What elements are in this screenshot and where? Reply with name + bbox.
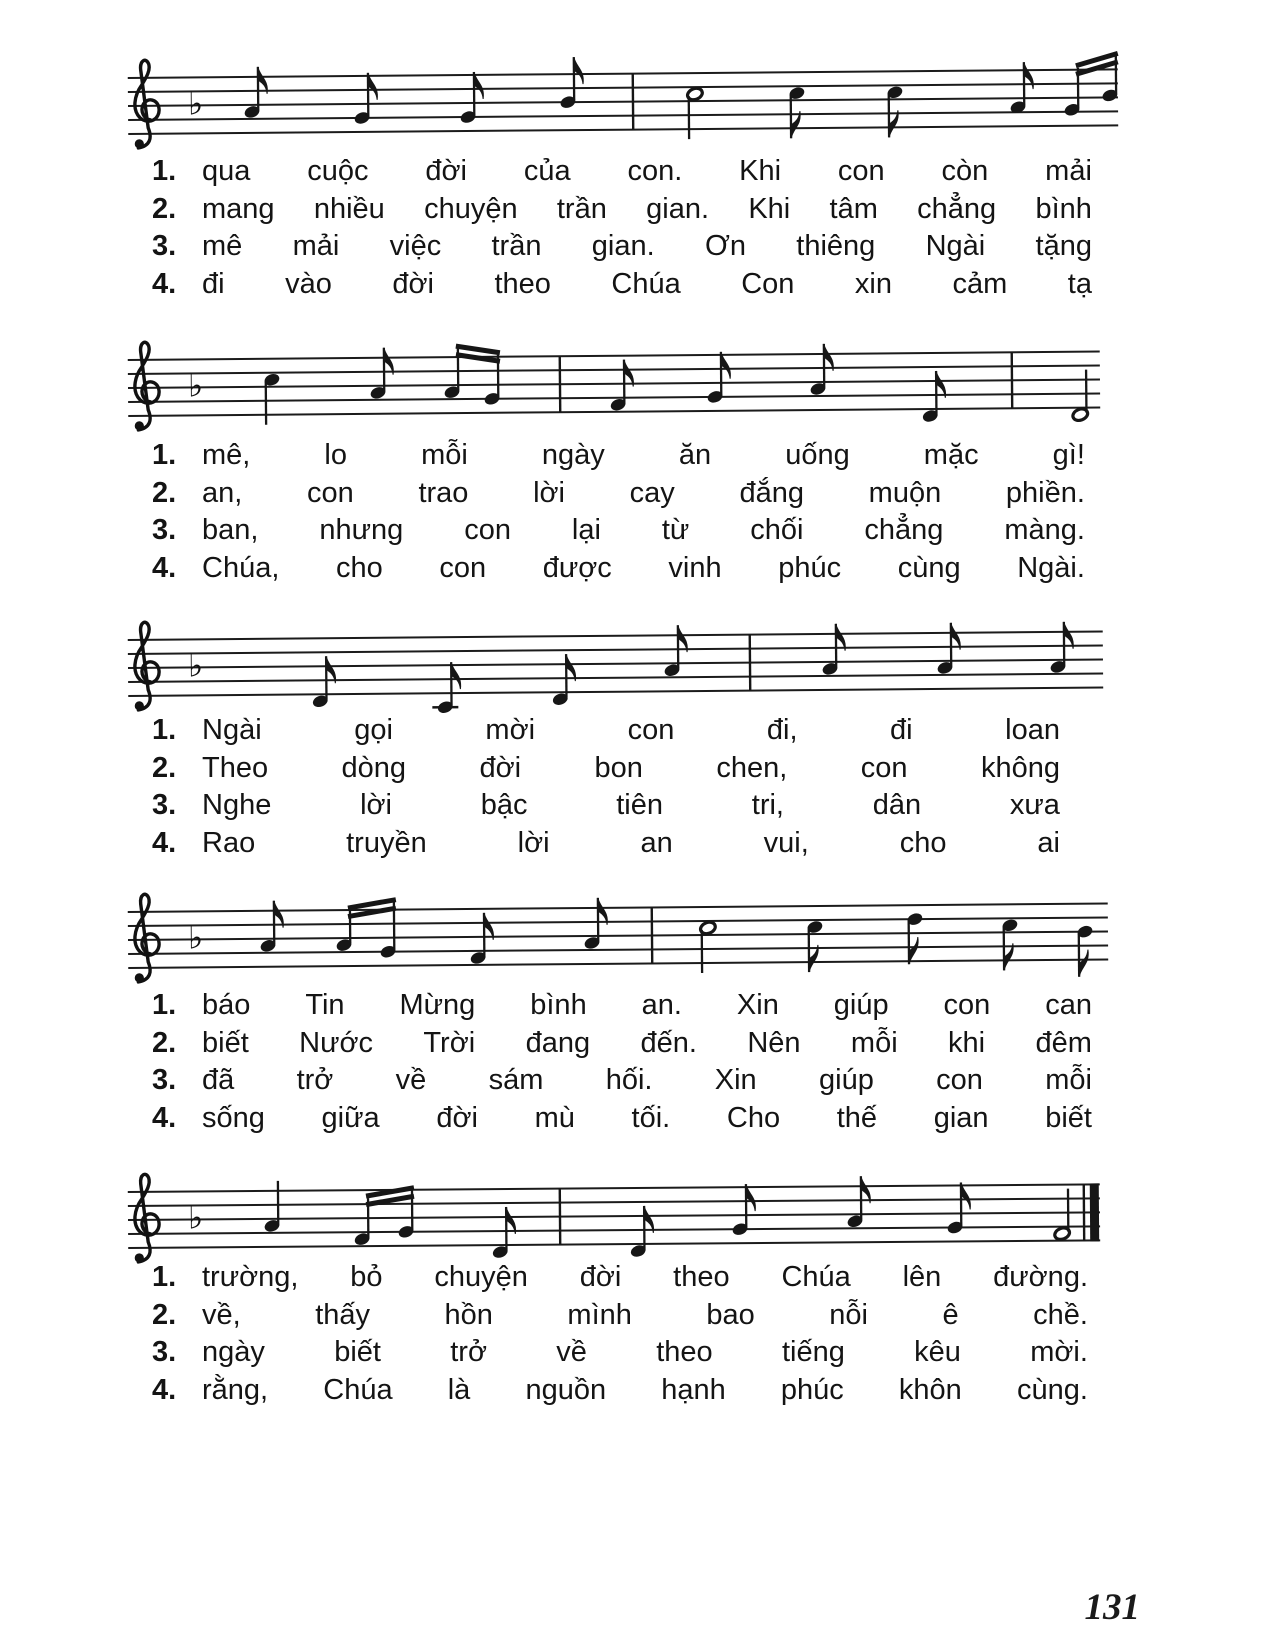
- lyric-word: con: [464, 514, 511, 546]
- lyric-word: chối: [750, 514, 804, 546]
- lyric-word: Chúa,: [202, 551, 280, 584]
- lyrics-words: [202, 787, 1060, 823]
- lyric-word: kêu: [914, 1336, 961, 1368]
- lyric-word: đi: [202, 267, 225, 300]
- lyric-word: Xin: [736, 989, 779, 1021]
- flat-sign-icon: ♭: [187, 918, 204, 957]
- lyric-word: màng.: [1004, 514, 1085, 546]
- lyric-word: lời: [533, 476, 565, 509]
- lyric-word: an,: [202, 476, 243, 509]
- verse-number: 1.: [152, 155, 177, 187]
- lyric-word: Trời: [423, 1026, 476, 1059]
- lyric-word: mời: [485, 714, 536, 746]
- lyric-word: mải: [292, 230, 340, 262]
- verse-number: 4.: [152, 267, 177, 300]
- lyric-word: Theo: [202, 751, 269, 784]
- lyric-word: trần: [491, 230, 542, 262]
- lyric-word: mê,: [202, 439, 251, 471]
- lyric-word: Con: [741, 267, 795, 300]
- lyric-word: xưa: [1009, 789, 1060, 821]
- lyric-word: Chúa: [781, 1261, 851, 1293]
- verse-number: 3.: [152, 789, 177, 821]
- lyric-word: trao: [418, 476, 469, 509]
- lyrics-words: [202, 1372, 1088, 1408]
- system-1-lyrics-line-v2: [152, 191, 1092, 227]
- verse-number: 4.: [152, 1101, 177, 1134]
- lyric-word: gì!: [1052, 439, 1085, 471]
- verse-number: 2.: [152, 192, 177, 225]
- lyric-word: con: [837, 155, 885, 187]
- lyric-word: Mừng: [399, 989, 476, 1021]
- lyric-word: Nên: [747, 1026, 801, 1059]
- lyric-word: theo: [673, 1261, 730, 1293]
- lyric-word: lại: [571, 514, 601, 546]
- lyric-word: tặng: [1035, 230, 1092, 262]
- system-3-lyrics-line-v4: [152, 825, 1060, 861]
- page-number: 131: [1084, 1587, 1140, 1628]
- lyric-word: từ: [661, 514, 690, 546]
- lyric-word: đi: [890, 714, 913, 746]
- lyric-word: tiếng: [781, 1336, 845, 1368]
- lyric-word: qua: [202, 155, 251, 187]
- lyric-word: ban,: [202, 514, 259, 546]
- lyrics-words: [202, 228, 1092, 264]
- lyric-word: được: [542, 551, 612, 584]
- lyric-word: nhưng: [319, 514, 404, 546]
- lyric-word: đời: [392, 267, 434, 300]
- lyrics-words: [202, 437, 1085, 473]
- lyrics-words: [202, 266, 1092, 302]
- lyric-word: biết: [334, 1336, 381, 1368]
- lyric-word: Ngài: [925, 230, 986, 262]
- lyric-word: bình: [1035, 192, 1092, 225]
- lyrics-words: [202, 825, 1060, 861]
- system-4-lyrics-line-v4: [152, 1100, 1092, 1136]
- lyric-word: Cho: [726, 1101, 781, 1134]
- lyric-word: chen,: [716, 751, 788, 784]
- lyric-word: thế: [836, 1101, 878, 1134]
- lyric-word: đời: [425, 155, 467, 187]
- lyric-word: tạ: [1067, 267, 1092, 300]
- lyric-word: uống: [785, 439, 850, 471]
- system-3-lyrics-line-v3: [152, 787, 1060, 823]
- lyrics-words: [202, 191, 1092, 227]
- lyric-word: dòng: [341, 751, 407, 784]
- lyric-word: xin: [854, 267, 892, 300]
- lyric-word: hạnh: [661, 1373, 726, 1406]
- lyric-word: chẳng: [864, 514, 944, 546]
- lyric-word: loan: [1005, 714, 1060, 746]
- lyric-word: theo: [656, 1336, 713, 1368]
- lyric-word: đến.: [640, 1026, 697, 1059]
- lyric-word: con: [943, 989, 991, 1021]
- lyric-word: giúp: [833, 989, 889, 1021]
- lyric-word: ngày: [541, 439, 605, 471]
- lyric-word: vinh: [668, 551, 722, 584]
- lyrics-words: [202, 512, 1085, 548]
- system-5-lyrics-line-v3: [152, 1334, 1088, 1370]
- lyric-word: khôn: [898, 1373, 962, 1406]
- lyric-word: đắng: [739, 476, 804, 509]
- lyric-word: cay: [629, 476, 675, 509]
- lyrics-words: [202, 987, 1092, 1023]
- flat-sign-icon: ♭: [187, 1198, 204, 1237]
- lyrics-words: [202, 153, 1092, 189]
- verse-number: 1.: [152, 439, 177, 471]
- lyric-word: mình: [567, 1298, 632, 1331]
- lyric-word: con: [860, 751, 908, 784]
- lyric-word: việc: [389, 230, 442, 262]
- lyric-word: Ơn: [704, 230, 746, 262]
- lyric-word: phúc: [780, 1373, 844, 1406]
- lyric-word: tâm: [829, 192, 878, 225]
- lyric-word: đêm: [1035, 1026, 1092, 1059]
- lyric-word: chuyện: [424, 192, 518, 225]
- verse-number: 1.: [152, 714, 177, 746]
- lyric-word: trở: [450, 1336, 487, 1368]
- lyric-word: con.: [627, 155, 683, 187]
- lyric-word: ê: [942, 1298, 959, 1331]
- lyric-word: thấy: [315, 1298, 371, 1331]
- lyrics-words: [202, 1062, 1092, 1098]
- system-4-lyrics-line-v2: [152, 1025, 1092, 1061]
- lyric-word: về: [556, 1336, 587, 1368]
- lyric-word: cùng.: [1016, 1373, 1088, 1406]
- lyric-word: Khi: [739, 155, 782, 187]
- lyric-word: nỗi: [829, 1298, 868, 1331]
- system-4-lyrics-line-v1: [152, 987, 1092, 1023]
- lyric-word: vào: [285, 267, 332, 300]
- lyric-word: mang: [202, 192, 275, 225]
- verse-number: 4.: [152, 551, 177, 584]
- verse-number: 3.: [152, 230, 177, 262]
- lyric-word: theo: [494, 267, 551, 300]
- lyric-word: bậc: [480, 789, 528, 821]
- lyric-word: trường,: [202, 1261, 299, 1293]
- lyric-word: bỏ: [350, 1261, 383, 1293]
- lyrics-words: [202, 475, 1085, 511]
- lyric-word: chẳng: [917, 192, 997, 225]
- lyric-word: mỗi: [1045, 1064, 1092, 1096]
- system-4-lyrics-line-v3: [152, 1062, 1092, 1098]
- lyric-word: an: [640, 826, 673, 859]
- lyric-word: mê: [202, 230, 243, 262]
- lyric-word: đã: [202, 1064, 235, 1096]
- lyric-word: vui,: [763, 826, 809, 859]
- lyric-word: mỗi: [850, 1026, 898, 1059]
- lyric-word: mải: [1045, 155, 1092, 187]
- lyric-word: trần: [556, 192, 607, 225]
- lyric-word: biết: [1045, 1101, 1092, 1134]
- lyric-word: đang: [525, 1026, 591, 1059]
- system-3-lyrics-line-v2: [152, 750, 1060, 786]
- verse-number: 2.: [152, 476, 177, 509]
- lyric-word: đời: [479, 751, 522, 784]
- lyric-word: con: [439, 551, 487, 584]
- lyric-word: con: [936, 1064, 983, 1096]
- lyrics-words: [202, 1334, 1088, 1370]
- lyric-word: gian: [933, 1101, 989, 1134]
- lyric-word: Nước: [299, 1026, 374, 1059]
- verse-number: 3.: [152, 1064, 177, 1096]
- lyric-word: con: [627, 714, 675, 746]
- lyric-word: chề.: [1033, 1298, 1088, 1331]
- lyrics-words: [202, 1259, 1088, 1295]
- lyric-word: hồn: [444, 1298, 493, 1331]
- lyric-word: ai: [1037, 826, 1060, 859]
- lyric-word: hối.: [605, 1064, 653, 1096]
- lyric-word: mời.: [1030, 1336, 1088, 1368]
- lyric-word: không: [980, 751, 1060, 784]
- lyric-word: mỗi: [421, 439, 468, 471]
- lyric-word: tri,: [751, 789, 784, 821]
- lyric-word: đường.: [993, 1261, 1088, 1293]
- lyric-word: đời: [436, 1101, 478, 1134]
- lyric-word: nhiều: [313, 192, 385, 225]
- lyric-word: cùng: [897, 551, 961, 584]
- flat-sign-icon: ♭: [187, 84, 204, 123]
- lyric-word: Ngài: [202, 714, 262, 746]
- lyric-word: của: [523, 155, 571, 187]
- lyric-word: gian.: [646, 192, 710, 225]
- lyrics-words: [202, 1025, 1092, 1061]
- verse-number: 2.: [152, 1298, 177, 1331]
- lyric-word: biết: [202, 1026, 249, 1059]
- lyric-word: đi,: [766, 714, 798, 746]
- lyric-word: gọi: [354, 714, 393, 746]
- lyric-word: gian.: [591, 230, 655, 262]
- flat-sign-icon: ♭: [187, 366, 204, 405]
- lyrics-words: [202, 1297, 1088, 1333]
- lyric-word: lời: [360, 789, 392, 821]
- lyric-word: muộn: [868, 476, 942, 509]
- lyric-word: thiêng: [796, 230, 876, 262]
- system-1-lyrics-line-v1: [152, 153, 1092, 189]
- lyric-word: khi: [948, 1026, 986, 1059]
- lyric-word: truyền: [346, 826, 427, 859]
- lyric-word: Nghe: [202, 789, 272, 821]
- system-2-lyrics-line-v3: [152, 512, 1085, 548]
- lyric-word: lời: [517, 826, 550, 859]
- lyric-word: Chúa: [323, 1373, 393, 1406]
- lyric-word: tối.: [631, 1101, 671, 1134]
- lyric-word: cho: [336, 551, 383, 584]
- lyric-word: nguồn: [525, 1373, 607, 1406]
- lyric-word: đời: [579, 1261, 622, 1293]
- lyric-word: Ngài.: [1017, 551, 1085, 584]
- system-5-lyrics-line-v4: [152, 1372, 1088, 1408]
- lyrics-words: [202, 1100, 1092, 1136]
- lyric-word: sám: [488, 1064, 544, 1096]
- verse-number: 1.: [152, 1261, 177, 1293]
- lyric-word: ăn: [678, 439, 712, 471]
- verse-number: 4.: [152, 826, 177, 859]
- verse-number: 2.: [152, 751, 177, 784]
- lyric-word: lên: [902, 1261, 942, 1293]
- lyric-word: lo: [324, 439, 347, 471]
- verse-number: 3.: [152, 1336, 177, 1368]
- lyric-word: Khi: [748, 192, 791, 225]
- lyric-word: giữa: [321, 1101, 380, 1134]
- system-2-lyrics-line-v1: [152, 437, 1085, 473]
- lyric-word: mù: [534, 1101, 575, 1134]
- lyric-word: rằng,: [202, 1373, 269, 1406]
- lyric-word: can: [1045, 989, 1092, 1021]
- flat-sign-icon: ♭: [187, 646, 204, 685]
- lyric-word: trở: [296, 1064, 334, 1096]
- system-2-lyrics-line-v4: [152, 550, 1085, 586]
- lyric-word: giúp: [819, 1064, 874, 1096]
- lyric-word: cho: [899, 826, 947, 859]
- system-1-lyrics-line-v4: [152, 266, 1092, 302]
- lyric-word: tiên: [616, 789, 664, 821]
- lyric-word: bình: [530, 989, 587, 1021]
- lyric-word: Tin: [305, 989, 345, 1021]
- lyric-word: an.: [641, 989, 682, 1021]
- system-1-lyrics-line-v3: [152, 228, 1092, 264]
- system-2-lyrics-line-v2: [152, 475, 1085, 511]
- lyric-word: con: [307, 476, 354, 509]
- lyric-word: là: [447, 1373, 471, 1406]
- lyric-word: cảm: [952, 267, 1008, 300]
- lyric-word: về,: [202, 1298, 241, 1331]
- lyric-word: Xin: [714, 1064, 757, 1096]
- lyric-word: Rao: [202, 826, 256, 859]
- verse-number: 4.: [152, 1373, 177, 1406]
- verse-number: 2.: [152, 1026, 177, 1059]
- lyric-word: bao: [706, 1298, 755, 1331]
- lyrics-words: [202, 750, 1060, 786]
- lyric-word: sống: [202, 1101, 265, 1134]
- lyric-word: cuộc: [307, 155, 369, 187]
- verse-number: 3.: [152, 514, 177, 546]
- system-3-lyrics-line-v1: [152, 712, 1060, 748]
- lyric-word: mặc: [923, 439, 979, 471]
- lyric-word: ngày: [202, 1336, 265, 1368]
- lyric-word: bon: [594, 751, 643, 784]
- lyric-word: còn: [941, 155, 989, 187]
- lyrics-words: [202, 550, 1085, 586]
- lyric-word: về: [395, 1064, 427, 1096]
- verse-number: 1.: [152, 989, 177, 1021]
- lyric-word: dân: [872, 789, 922, 821]
- lyric-word: báo: [202, 989, 251, 1021]
- system-5-lyrics-line-v1: [152, 1259, 1088, 1295]
- lyrics-words: [202, 712, 1060, 748]
- lyric-word: phiền.: [1005, 476, 1085, 509]
- lyric-word: chuyện: [434, 1261, 528, 1293]
- system-5-lyrics-line-v2: [152, 1297, 1088, 1333]
- lyric-word: phúc: [778, 551, 842, 584]
- lyric-word: Chúa: [611, 267, 681, 300]
